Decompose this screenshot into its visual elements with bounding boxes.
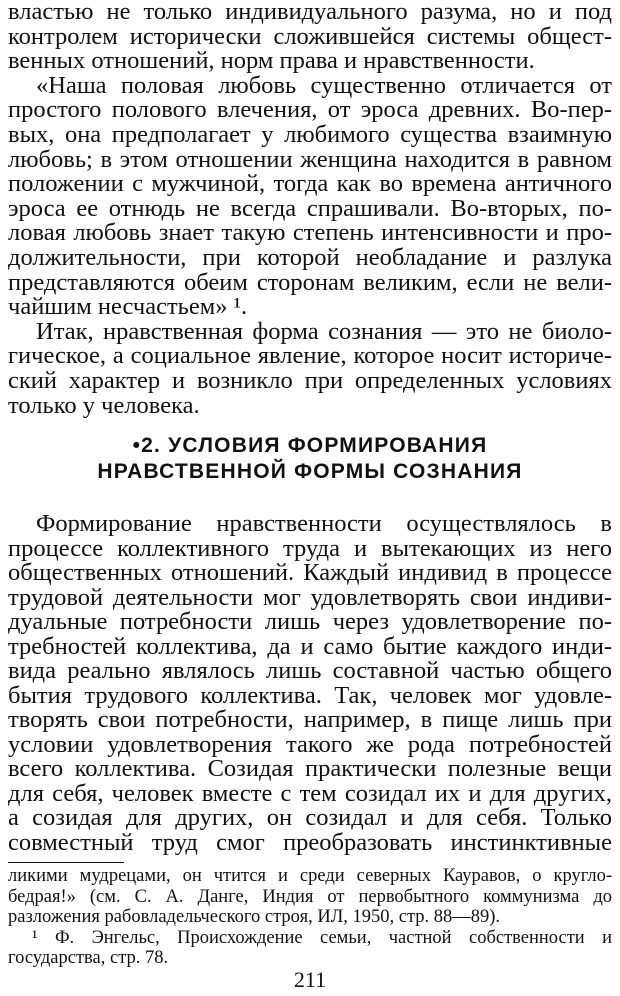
text-line: должительности, при которой необладание и разлука <box>8 244 612 271</box>
book-page <box>8 0 612 996</box>
text-line: общественных отношений. Каждый индивид в процессе <box>8 559 612 586</box>
footnote-line: ¹ Ф. Энгельс, Происхождение семьи, частной собственности и <box>32 927 612 948</box>
text-line: дуальные потребности лишь через удовлетворение по- <box>8 608 612 635</box>
text-line: любовь; в этом отношении женщина находится в равном <box>8 145 612 173</box>
text-line: Формирование нравственности осуществлялось в <box>36 510 612 537</box>
text-line: чайшим несчастьем» ¹. <box>8 293 248 321</box>
text-line: Итак, нравственная форма сознания — это не биоло- <box>36 317 612 345</box>
text-line: бытия трудового коллектива. Так, человек мог удовле- <box>8 681 612 709</box>
text-line: венных отношений, норм права и нравственности. <box>8 47 535 75</box>
text-line: простого полового влечения, от эроса древних. Во-пер- <box>8 96 612 124</box>
page-number: 211 <box>293 967 327 992</box>
text-line: творять свои потребности, например, в пище лишь при <box>8 706 612 733</box>
text-line: «Наша половая любовь существенно отличается от <box>36 71 612 99</box>
text-line: представляются обеим сторонам великим, если не вели- <box>8 268 612 296</box>
text-line: вых, она предполагает у любимого существа взаимную <box>8 121 612 148</box>
text-line: требностей коллектива, да и само бытие каждого инди- <box>8 632 612 660</box>
text-line: для себя, человек вместе с тем созидал их и для других, <box>8 779 612 807</box>
text-line: гическое, а социальное явление, которое носит историче- <box>8 342 612 370</box>
footnote-line: государства, стр. 78. <box>8 948 169 968</box>
text-line: ский характер и возникло при определенных условиях <box>8 367 612 394</box>
text-line: только у человека. <box>8 391 200 419</box>
text-line: властью не только индивидуального разума, но и под <box>8 0 612 25</box>
text-line: трудовой деятельности мог удовлетворять свои индиви- <box>8 583 612 611</box>
text-line: процессе коллективного труда и вытекающих из него <box>8 534 612 562</box>
text-line: условии удовлетворения такого же рода потребностей <box>8 730 612 758</box>
text-line: вида реально являлось лишь составной частью общего <box>8 657 612 684</box>
footnote-line: бедрая!» (см. С. А. Данге, Индия от первобытного коммунизма до <box>8 886 612 907</box>
heading-line: •2. УСЛОВИЯ ФОРМИРОВАНИЯ <box>132 434 488 457</box>
footnote-line: разложения рабовладельческого строя, ИЛ, 1950, стр. 88—89). <box>8 907 501 927</box>
text-line: контролем исторически сложившейся системы общест- <box>8 22 612 50</box>
heading-line: НРАВСТВЕННОЙ ФОРМЫ СОЗНАНИЯ <box>97 460 523 483</box>
text-line: положении с мужчиной, тогда как во времена античного <box>8 170 612 198</box>
text-line: ловая любовь знает такую степень интенсивности и про- <box>8 219 612 247</box>
text-line: всего коллектива. Созидая практически полезные вещи <box>8 755 612 782</box>
text-line: а созидая для других, он созидал и для себя. Только <box>8 804 612 831</box>
text-line: эроса ее отнюдь не всегда спрашивали. Во-вторых, по- <box>8 194 612 222</box>
text-line: совместный труд смог преобразовать инстинктивные <box>8 828 612 856</box>
footnote-line: ликими мудрецами, он чтится и среди северных Кауравов, о кругло- <box>8 866 612 886</box>
